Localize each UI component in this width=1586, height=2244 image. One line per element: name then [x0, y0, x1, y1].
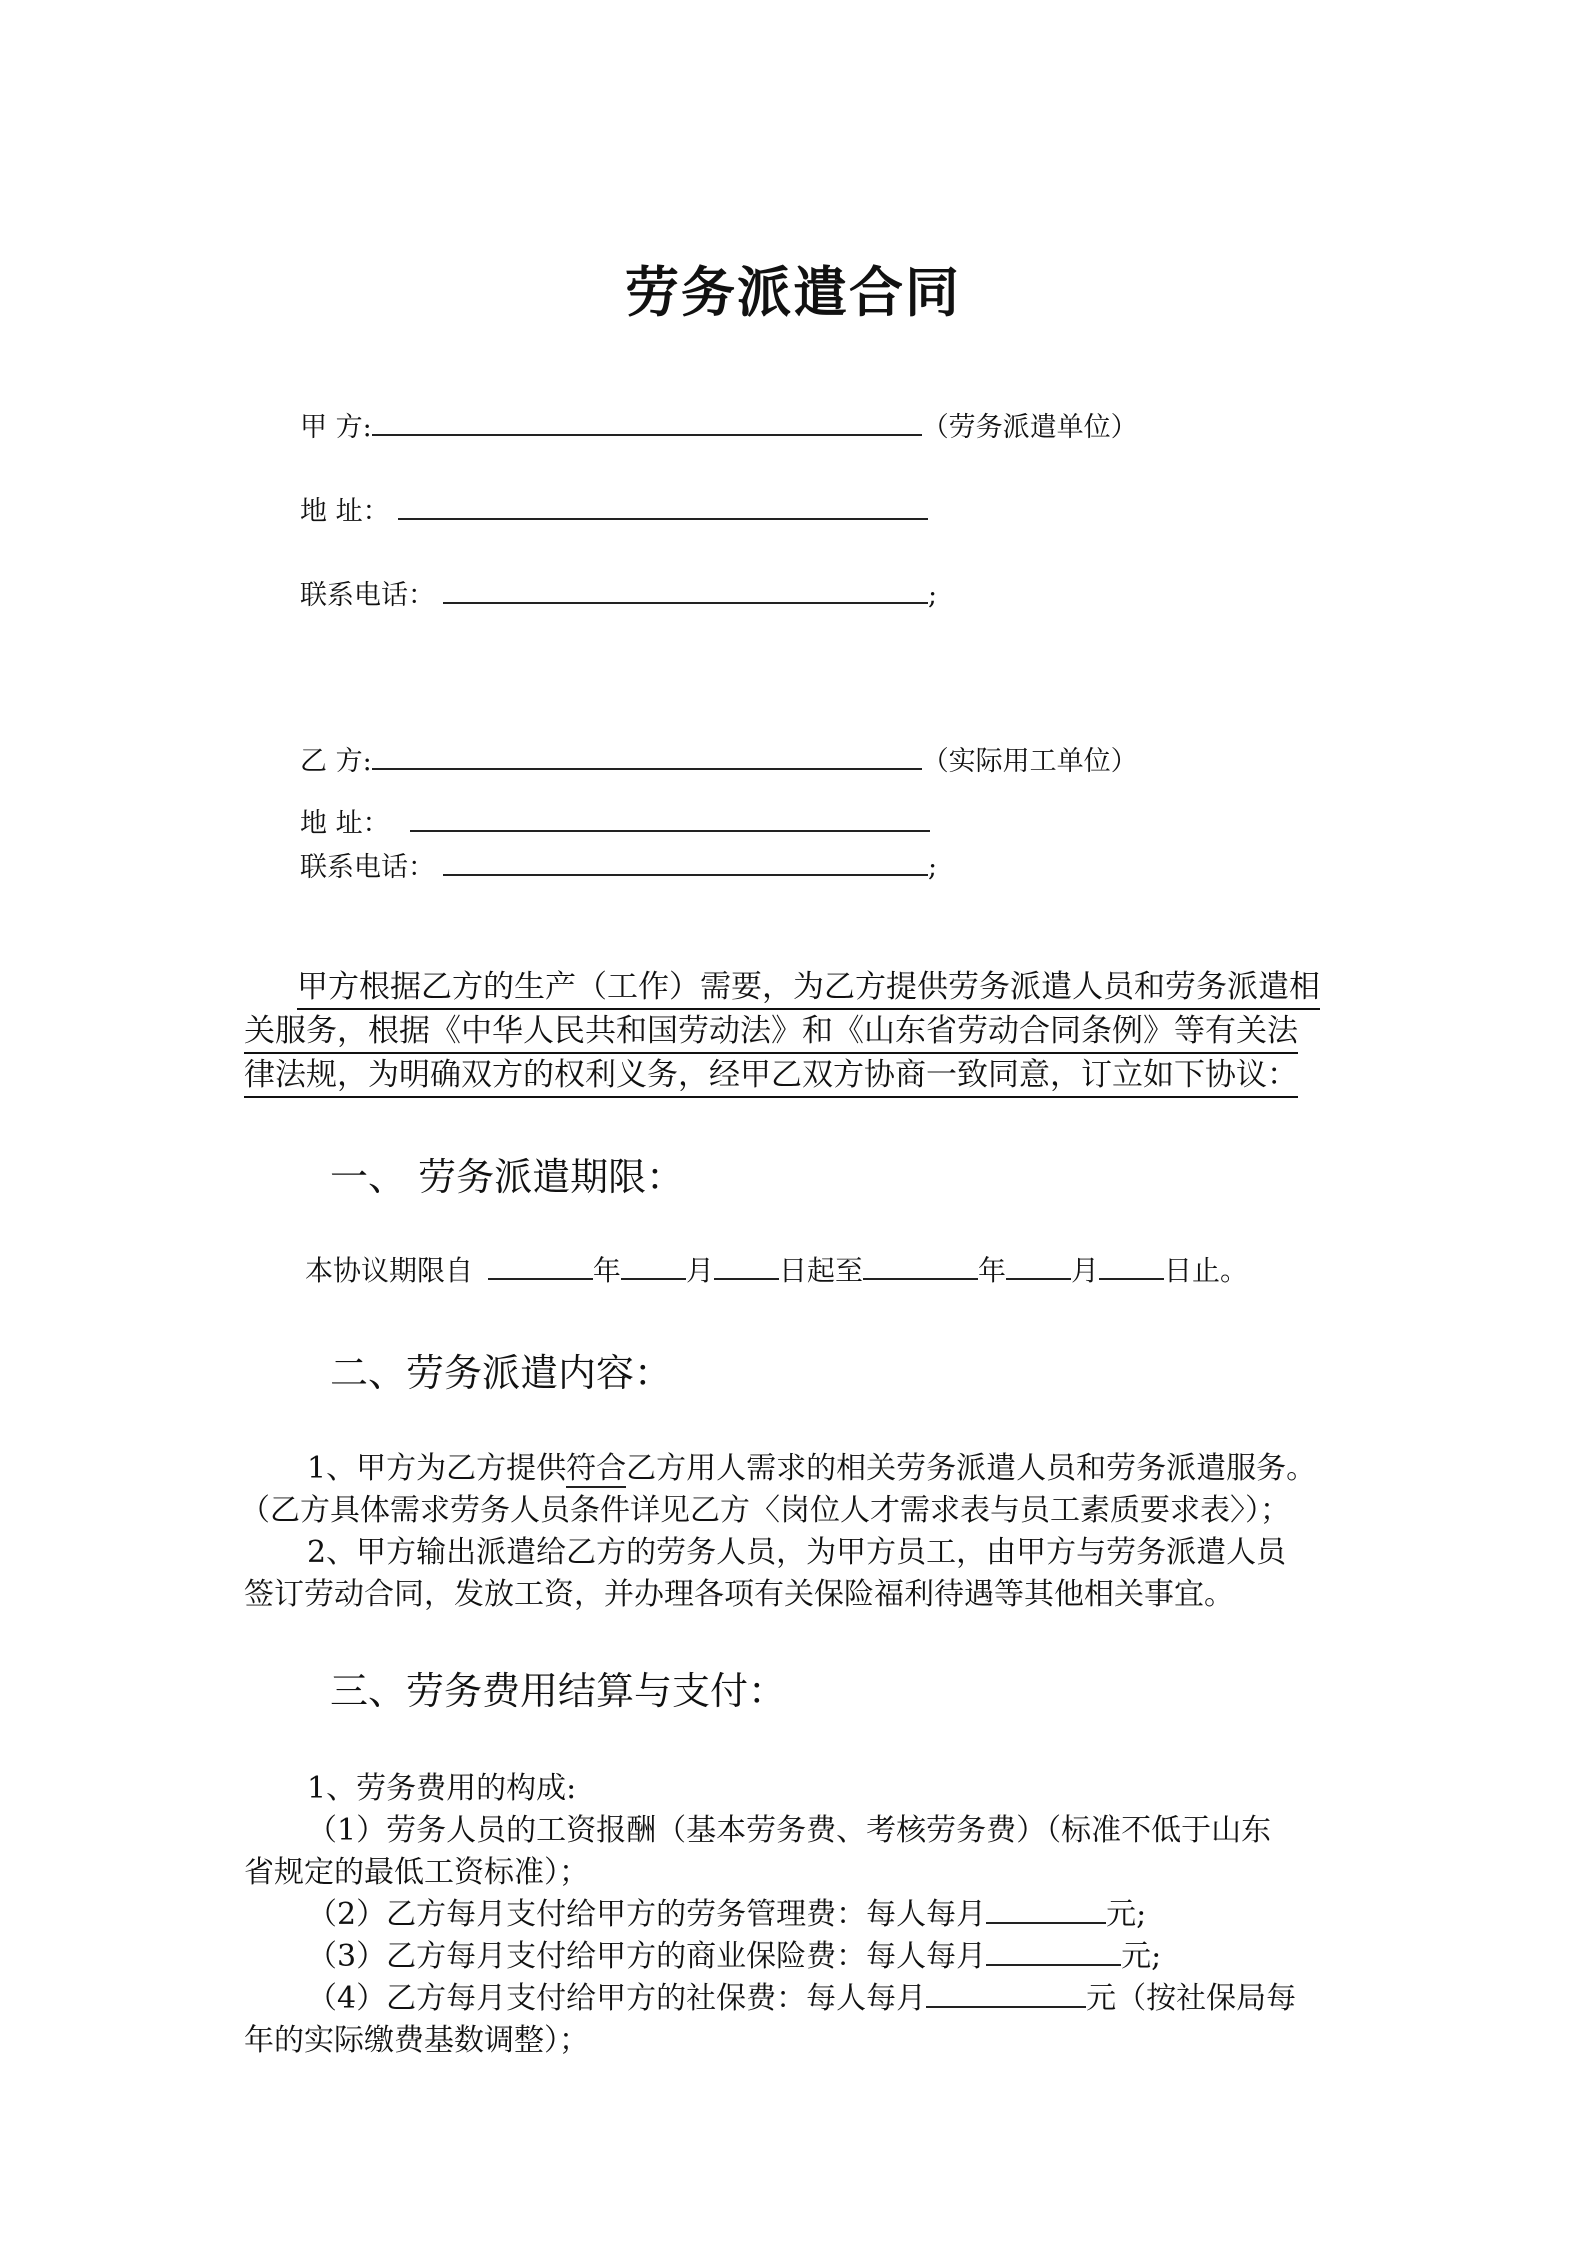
insurance-fee-field[interactable] — [986, 1938, 1121, 1966]
party-b-name-row — [300, 742, 1138, 779]
fee-2-row — [244, 1894, 1296, 1936]
fee-4-unit: 元（按社保局每 — [1086, 1981, 1297, 2016]
section-2-body — [240, 1448, 1317, 1616]
end-day-field[interactable] — [1099, 1254, 1164, 1280]
term-prefix: 本协议期限自 — [305, 1254, 474, 1287]
end-year-field[interactable] — [863, 1254, 978, 1280]
item-2-line-1: 2、甲方输出派遣给乙方的劳务人员，为甲方员工，由甲方与劳务派遣人员 — [307, 1535, 1287, 1570]
item-1-text-b: 乙方用人需求的相关劳务派遣人员和劳务派遣服务。 — [626, 1451, 1317, 1486]
party-b-address-label: 地 址： — [300, 808, 390, 839]
document-title: 劳务派遣合同 — [625, 261, 961, 324]
fee-2-label: （2）乙方每月支付给甲方的劳务管理费：每人每月 — [307, 1897, 987, 1932]
party-a-phone-row — [300, 576, 937, 613]
party-a-phone-end: ; — [928, 580, 938, 611]
party-b-phone-end: ; — [928, 852, 938, 883]
section-3-body — [244, 1768, 1296, 2062]
month-label: 月 — [685, 1254, 714, 1287]
party-b-phone-field[interactable] — [443, 848, 928, 876]
term-line — [305, 1250, 1248, 1292]
party-a-name-row — [300, 408, 1138, 445]
intro-paragraph — [244, 966, 1354, 1098]
day-end-label: 日止。 — [1164, 1254, 1249, 1287]
party-a-name-note: （劳务派遣单位） — [921, 412, 1138, 443]
party-a-name-field[interactable] — [372, 408, 922, 436]
year-label-2: 年 — [977, 1254, 1006, 1287]
party-a-phone-field[interactable] — [443, 576, 928, 604]
section-3-heading: 三、劳务费用结算与支付： — [330, 1669, 787, 1713]
section-1-heading: 一、 劳务派遣期限： — [330, 1155, 685, 1199]
party-a-address-label: 地 址： — [300, 496, 390, 527]
intro-line: 甲方根据乙方的生产（工作）需要，为乙方提供劳务派遣人员和劳务派遣相 — [297, 966, 1320, 1010]
fee-4-line-2: 年的实际缴费基数调整）； — [244, 2023, 589, 2058]
fee-1-line-2: 省规定的最低工资标准）； — [244, 1855, 589, 1890]
start-month-field[interactable] — [621, 1254, 686, 1280]
day-from-label: 日起至 — [778, 1254, 863, 1287]
party-a-address-field[interactable] — [398, 492, 928, 520]
party-b-address-field[interactable] — [410, 804, 930, 832]
party-b-phone-label: 联系电话： — [300, 852, 435, 883]
start-year-field[interactable] — [488, 1254, 593, 1280]
intro-line: 律法规，为明确双方的权利义务，经甲乙双方协商一致同意，订立如下协议： — [244, 1054, 1298, 1098]
fee-1-line-1: （1）劳务人员的工资报酬（基本劳务费、考核劳务费）（标准不低于山东 — [307, 1813, 1272, 1848]
party-a-name-label: 甲 方: — [300, 412, 372, 443]
item-1-line-2: （乙方具体需求劳务人员条件详见乙方〈岗位人才需求表与员工素质要求表〉）； — [240, 1493, 1290, 1528]
item-2-line-2: 签订劳动合同，发放工资，并办理各项有关保险福利待遇等其他相关事宜。 — [244, 1577, 1234, 1612]
social-security-fee-field[interactable] — [926, 1980, 1086, 2008]
intro-line: 关服务，根据《中华人民共和国劳动法》和《山东省劳动合同条例》等有关法 — [244, 1010, 1298, 1054]
section-2-heading: 二、劳务派遣内容： — [330, 1351, 673, 1395]
year-label: 年 — [592, 1254, 621, 1287]
party-b-name-field[interactable] — [372, 742, 922, 770]
fee-3-label: （3）乙方每月支付给甲方的商业保险费：每人每月 — [307, 1939, 987, 1974]
fee-4-row — [244, 1978, 1296, 2020]
month-label-2: 月 — [1070, 1254, 1099, 1287]
party-b-name-label: 乙 方: — [300, 746, 372, 777]
party-b-address-row — [300, 804, 930, 841]
party-a-address-row — [300, 492, 928, 529]
management-fee-field[interactable] — [986, 1896, 1106, 1924]
party-b-name-note: （实际用工单位） — [921, 746, 1138, 777]
fee-4-label: （4）乙方每月支付给甲方的社保费：每人每月 — [307, 1981, 927, 2016]
start-day-field[interactable] — [714, 1254, 779, 1280]
end-month-field[interactable] — [1006, 1254, 1071, 1280]
fee-3-row — [244, 1936, 1296, 1978]
fee-2-unit: 元; — [1106, 1897, 1147, 1932]
party-a-phone-label: 联系电话： — [300, 580, 435, 611]
item-1-underlined: 符合 — [566, 1451, 627, 1486]
party-b-phone-row — [300, 848, 937, 885]
item-1-text-a: 1、甲方为乙方提供 — [307, 1451, 567, 1486]
fee-composition-title: 1、劳务费用的构成: — [307, 1771, 577, 1806]
fee-3-unit: 元; — [1121, 1939, 1162, 1974]
